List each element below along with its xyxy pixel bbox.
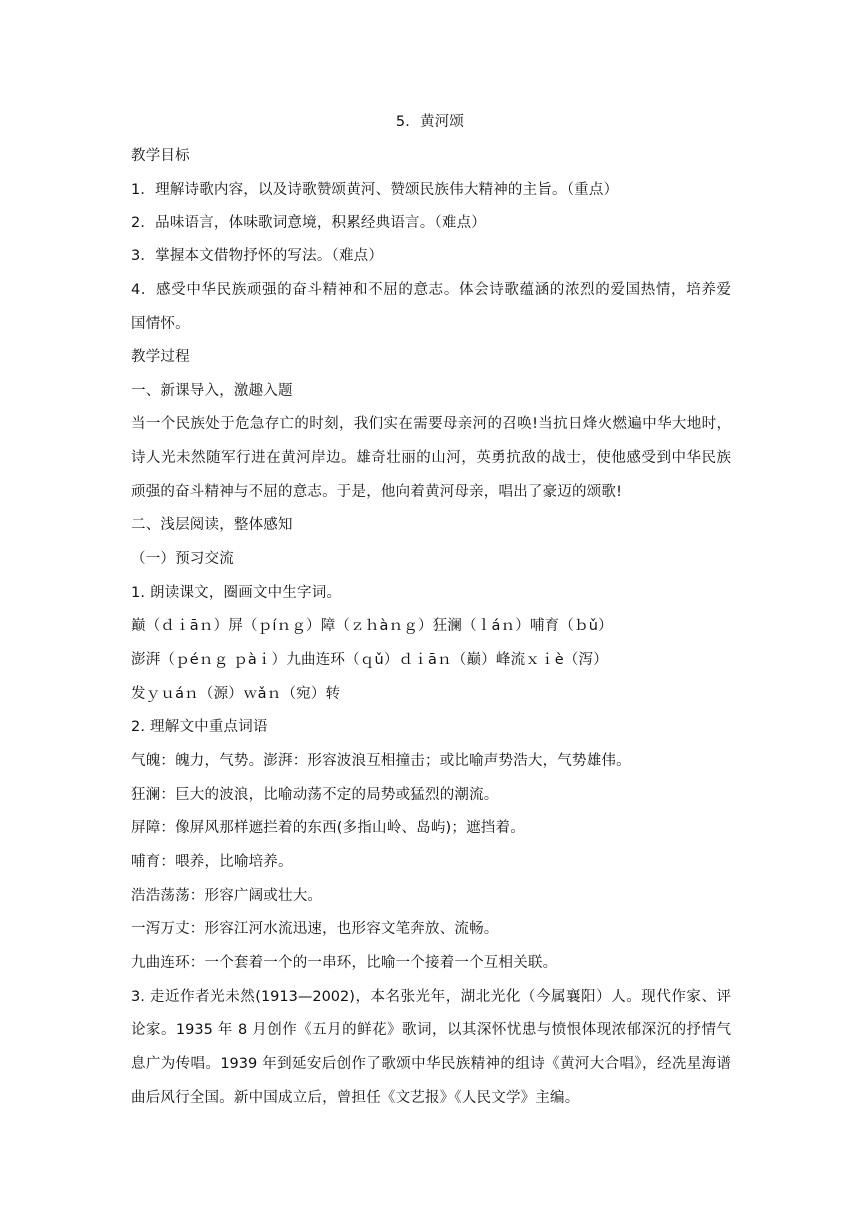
- intro-paragraph-line-3: 顽强的奋斗精神与不屈的意志。于是，他向着黄河母亲，唱出了豪迈的颂歌!: [131, 484, 623, 500]
- pinyin-line-1: 巅（ｄｉāｎ）屏（ｐíｎｇ）障（ｚｈàｎｇ）狂澜（ｌáｎ）哺育（ｂǔ）: [131, 618, 613, 634]
- vocab-yixiewanzhang: 一泻万丈：形容江河水流迅速，也形容文笔奔放、流畅。: [131, 921, 499, 937]
- vocab-haohaodangdang: 浩浩荡荡：形容广阔或壮大。: [131, 888, 323, 904]
- objective-4: 4．感受中华民族顽强的奋斗精神和不屈的意志。体会诗歌蕴涵的浓烈的爱国热情，培养爱: [131, 282, 731, 298]
- vocab-buyu: 哺育：喂养，比喻培养。: [131, 854, 293, 870]
- subheading-reading: 二、浅层阅读，整体感知: [131, 517, 293, 533]
- objective-4-cont: 国情怀。: [131, 316, 190, 332]
- objective-1: 1．理解诗歌内容，以及诗歌赞颂黄河、赞颂民族伟大精神的主旨。（重点）: [131, 182, 619, 198]
- author-line-2: 论家。1935 年 8 月创作《五月的鲜花》歌词，以其深怀忧患与愤恨体现浓郁深沉的抒情气: [131, 1022, 731, 1038]
- item-read-aloud: 1. 朗读课文，圈画文中生字词。: [131, 585, 342, 601]
- section-heading-process: 教学过程: [131, 349, 190, 365]
- vocab-jiuqulianhuan: 九曲连环：一个套着一个的一串环，比喻一个接着一个互相关联。: [131, 955, 558, 971]
- intro-paragraph-line-1: 当一个民族处于危急存亡的时刻，我们实在需要母亲河的召唤!当抗日烽火燃遍中华大地时，: [131, 416, 731, 432]
- vocab-qipo: 气魄：魄力，气势。澎湃：形容波浪互相撞击；或比喻声势浩大，气势雄伟。: [131, 753, 631, 769]
- author-line-3: 息广为传唱。1939 年到延安后创作了歌颂中华民族精神的组诗《黄河大合唱》，经冼星海谱: [131, 1056, 731, 1072]
- objective-3: 3．掌握本文借物抒怀的写法。（难点）: [131, 248, 384, 264]
- intro-paragraph-line-2: 诗人光未然随军行进在黄河岸边。雄奇壮丽的山河，英勇抗敌的战士，使他感受到中华民族: [131, 450, 731, 466]
- vocab-pingzhang: 屏障：像屏风那样遮拦着的东西(多指山岭、岛屿)；遮挡着。: [131, 820, 525, 836]
- document-title: 5．黄河颂: [395, 114, 465, 130]
- objective-2: 2．品味语言，体味歌词意境，积累经典语言。（难点）: [131, 215, 486, 231]
- section-heading-objectives: 教学目标: [131, 148, 190, 164]
- author-line-1: 3. 走近作者光未然(1913—2002)，本名张光年，湖北光化（今属襄阳）人。现代作家、评: [131, 989, 731, 1005]
- subheading-preview: （一）预习交流: [131, 551, 234, 567]
- vocab-kuanglan: 狂澜：巨大的波浪，比喻动荡不定的局势或猛烈的潮流。: [131, 787, 499, 803]
- item-key-words: 2. 理解文中重点词语: [131, 719, 268, 735]
- pinyin-line-2: 澎湃（ｐéｎｇ ｐàｉ）九曲连环（ｑǔ）ｄｉāｎ（巅）峰流ｘｉè（泻）: [131, 652, 608, 668]
- pinyin-line-3: 发ｙｕáｎ（源）ｗǎｎ（宛）转: [131, 686, 341, 702]
- author-line-4: 曲后风行全国。新中国成立后，曾担任《文艺报》《人民文学》主编。: [131, 1090, 580, 1106]
- subheading-intro: 一、新课导入，激趣入题: [131, 383, 293, 399]
